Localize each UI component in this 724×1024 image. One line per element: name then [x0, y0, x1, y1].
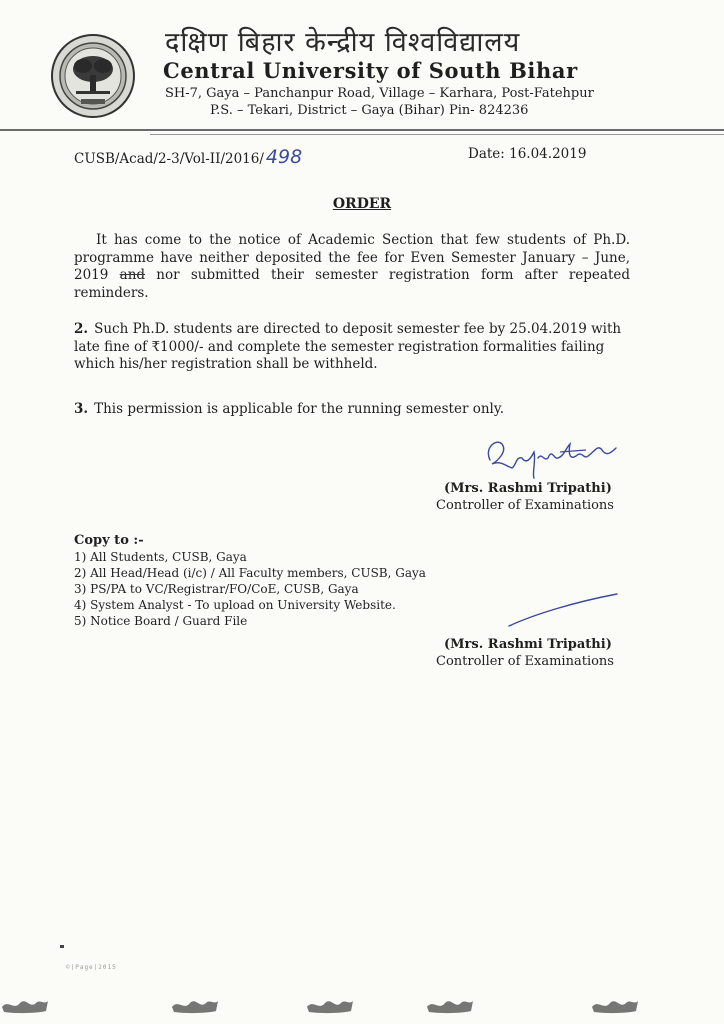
- copy-to-item: 5) Notice Board / Guard File: [74, 614, 248, 628]
- university-name-hindi: दक्षिण बिहार केन्द्रीय विश्वविद्यालय: [165, 27, 521, 58]
- address-line-2: P.S. – Tekari, District – Gaya (Bihar) Pin- 824236: [210, 103, 529, 118]
- copy-to-item: 4) System Analyst - To upload on University Website.: [74, 598, 396, 612]
- reference-number-handwritten: 498: [265, 146, 303, 168]
- paragraph-1-struck-word: and: [119, 267, 146, 283]
- signatory-designation-1: Controller of Examinations: [436, 498, 614, 513]
- address-line-1: SH-7, Gaya – Panchanpur Road, Village – Karhara, Post-Fatehpur: [165, 86, 594, 101]
- signatory-name-2: (Mrs. Rashmi Tripathi): [444, 637, 612, 652]
- copy-to-list: [74, 549, 426, 629]
- scan-smudge-icon: [170, 993, 220, 1015]
- paragraph-3-text: This permission is applicable for the running semester only.: [94, 401, 504, 417]
- paragraph-2-text: Such Ph.D. students are directed to deposit semester fee by 25.04.2019 with late fine of ₹1000/- and complete the semester registration formalities failing which his/her registration shall be withheld.: [74, 321, 622, 372]
- paragraph-1: [74, 232, 630, 302]
- paragraph-1-text-a: It has come to the notice of Academic Section that few students of Ph.D. programme have neither deposited the fee for Even Semester January – June, 2019: [74, 232, 630, 283]
- handwritten-signature-2: [505, 590, 620, 630]
- paragraph-2-number: 2.: [74, 321, 89, 337]
- scan-smudge-icon: [305, 993, 355, 1015]
- header-rule: [0, 129, 724, 131]
- order-date: Date: 16.04.2019: [468, 146, 587, 162]
- scan-smudge-icon: [0, 993, 50, 1015]
- paragraph-3: [74, 401, 630, 419]
- paragraph-1-text-b: nor submitted their semester registration form after repeated reminders.: [74, 267, 630, 301]
- copy-to-item: 2) All Head/Head (i/c) / All Faculty members, CUSB, Gaya: [74, 566, 426, 580]
- signatory-designation-2: Controller of Examinations: [436, 654, 614, 669]
- paragraph-3-number: 3.: [74, 401, 89, 417]
- signatory-name-1: (Mrs. Rashmi Tripathi): [444, 481, 612, 496]
- copy-to-item: 1) All Students, CUSB, Gaya: [74, 550, 247, 564]
- footer-page-mark: ©|Page|2015: [66, 964, 117, 971]
- reference-number: [74, 146, 302, 168]
- copy-to-item: 3) PS/PA to VC/Registrar/FO/CoE, CUSB, Gaya: [74, 582, 359, 596]
- university-name-english: Central University of South Bihar: [163, 58, 578, 83]
- handwritten-signature-1: [482, 430, 622, 480]
- reference-number-printed: CUSB/Acad/2-3/Vol-II/2016/: [74, 151, 264, 167]
- copy-to-title: Copy to :-: [74, 533, 144, 548]
- header-rule-thin: [150, 134, 724, 135]
- order-title: ORDER: [332, 196, 392, 212]
- scan-speck: [60, 945, 64, 948]
- paragraph-2: [74, 321, 630, 374]
- university-seal-icon: [50, 33, 136, 119]
- scan-smudge-icon: [590, 993, 640, 1015]
- scan-smudge-icon: [425, 993, 475, 1015]
- order-title-wrap: [0, 196, 724, 212]
